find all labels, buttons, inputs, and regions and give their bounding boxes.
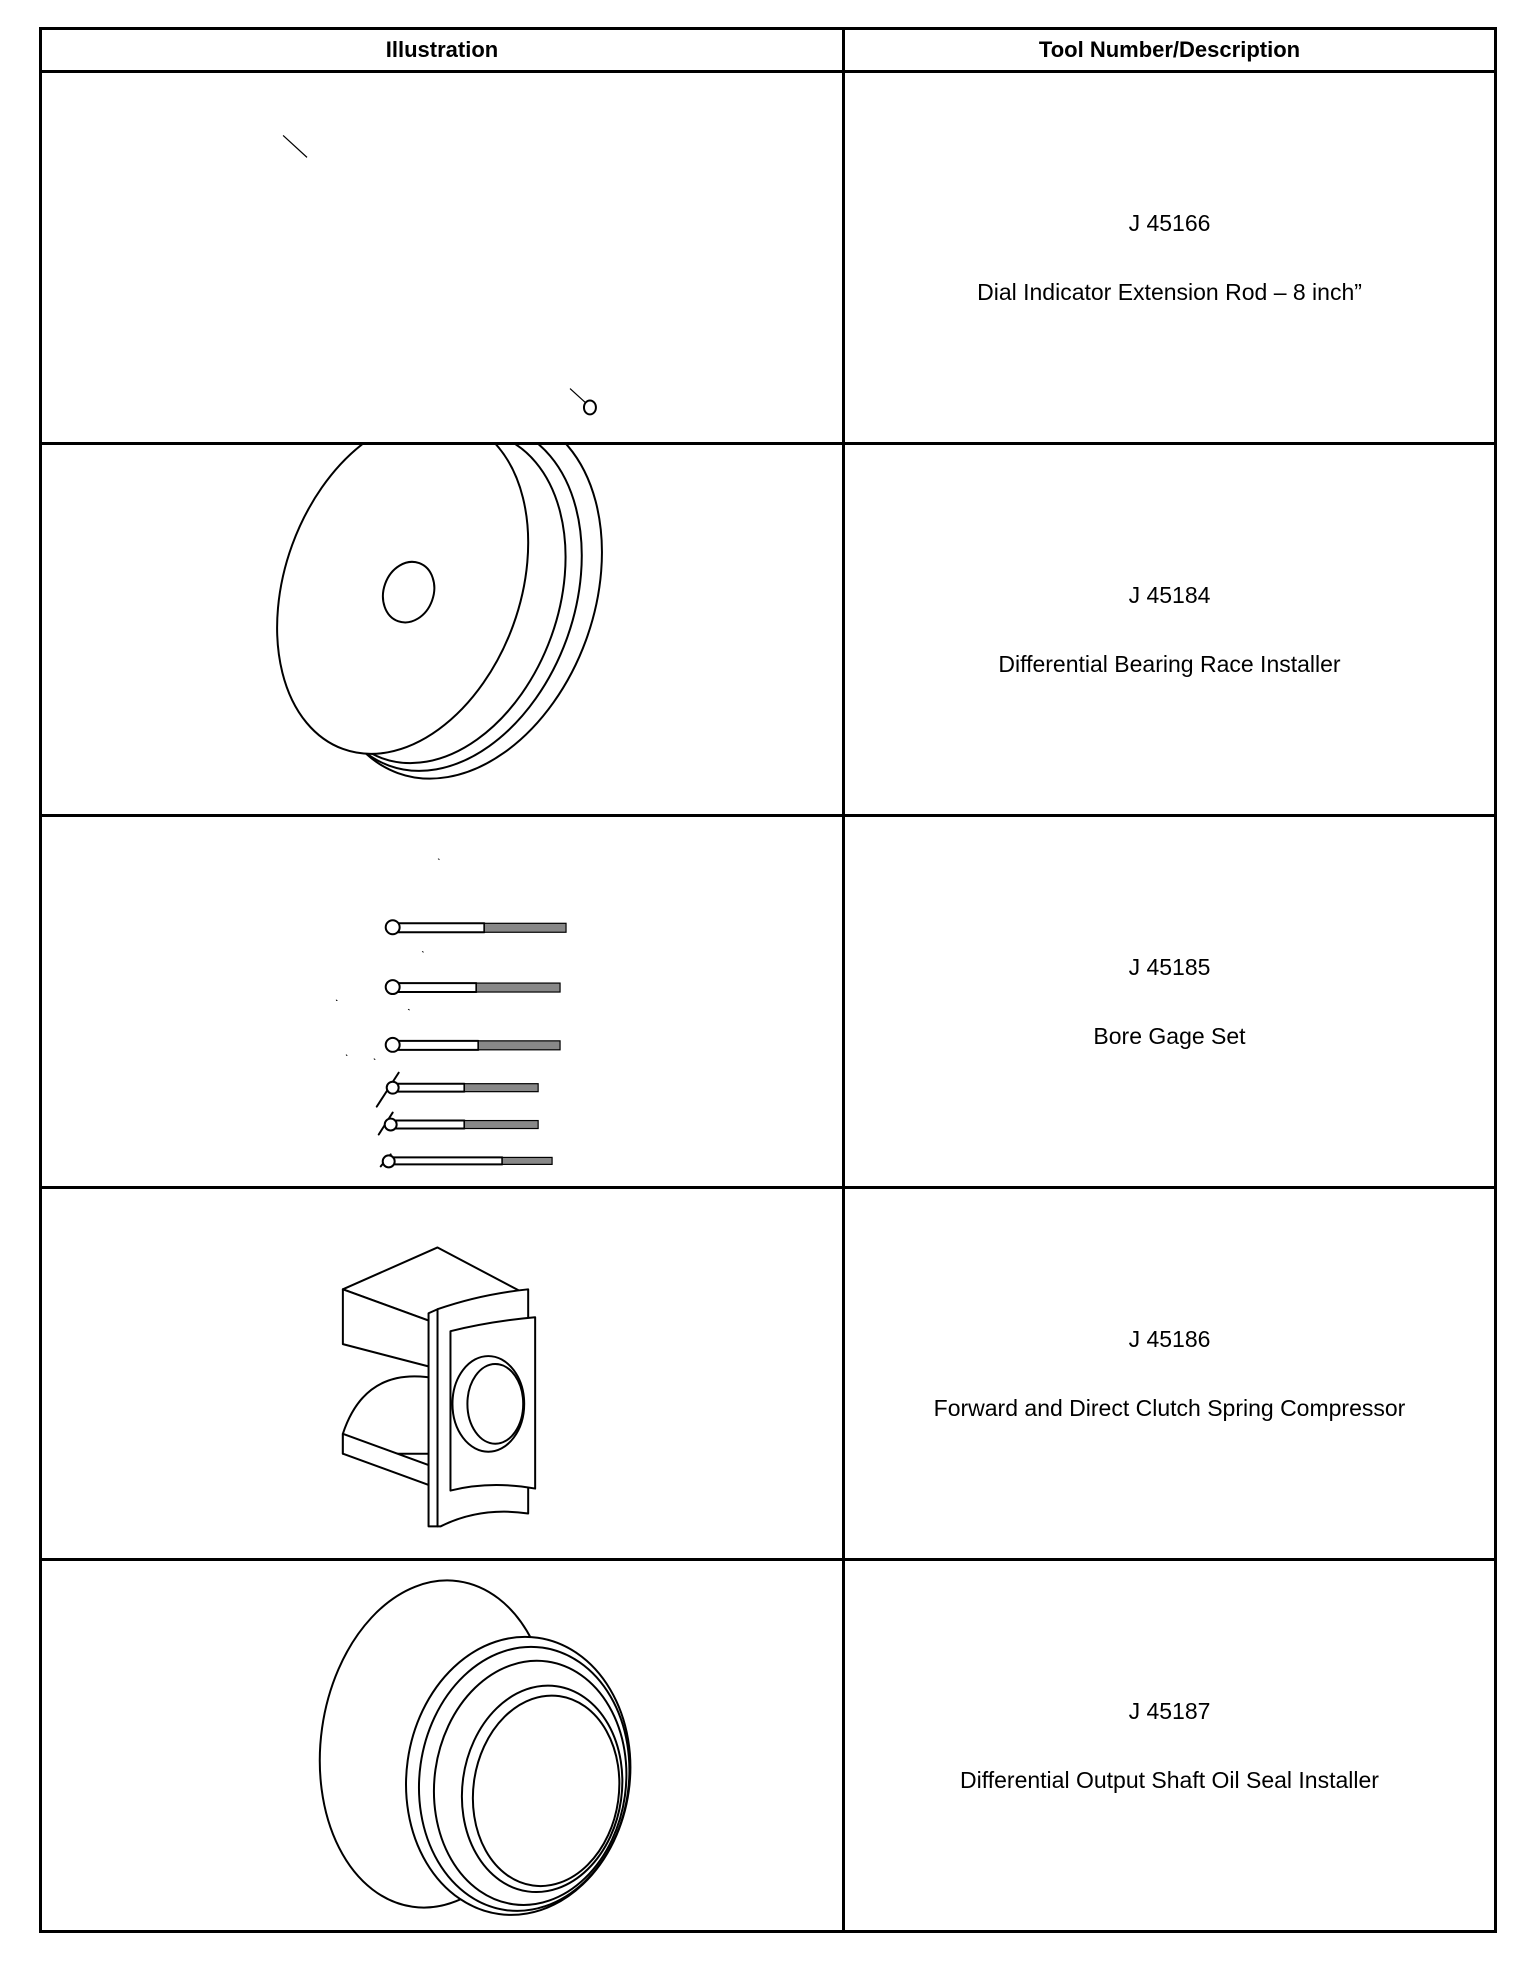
tool-number: J 45187 <box>1128 1697 1211 1724</box>
oil-seal-installer-illustration <box>42 1561 842 1930</box>
table-row <box>41 444 1496 816</box>
description-cell <box>844 444 1496 816</box>
tool-description: Dial Indicator Extension Rod – 8 inch” <box>977 278 1362 305</box>
description-cell <box>844 1560 1496 1932</box>
header-illustration: Illustration <box>41 29 844 72</box>
tool-description: Differential Bearing Race Installer <box>998 650 1341 677</box>
illustration-cell <box>41 1560 844 1932</box>
tool-number: J 45166 <box>1128 209 1211 236</box>
tool-number: J 45185 <box>1128 953 1211 980</box>
tool-description: Bore Gage Set <box>1093 1022 1246 1049</box>
description-cell <box>844 72 1496 444</box>
table-header-row <box>41 29 1496 72</box>
extension-rod-illustration <box>42 73 842 442</box>
bore-gage-set-illustration <box>42 817 842 1186</box>
tool-description: Forward and Direct Clutch Spring Compressor <box>933 1394 1406 1421</box>
special-tools-table <box>39 27 1497 1933</box>
table-row <box>41 1188 1496 1560</box>
tool-description: Differential Output Shaft Oil Seal Installer <box>960 1766 1379 1793</box>
bearing-race-installer-illustration <box>42 445 842 814</box>
table-row <box>41 1560 1496 1932</box>
table-row <box>41 816 1496 1188</box>
table-row <box>41 72 1496 444</box>
illustration-cell <box>41 1188 844 1560</box>
header-tool-number-description: Tool Number/Description <box>844 29 1496 72</box>
tool-number: J 45184 <box>1128 581 1211 608</box>
illustration-cell <box>41 816 844 1188</box>
illustration-cell <box>41 444 844 816</box>
description-cell <box>844 1188 1496 1560</box>
description-cell <box>844 816 1496 1188</box>
tool-number: J 45186 <box>1128 1325 1211 1352</box>
clutch-spring-compressor-illustration <box>42 1189 842 1558</box>
illustration-cell <box>41 72 844 444</box>
